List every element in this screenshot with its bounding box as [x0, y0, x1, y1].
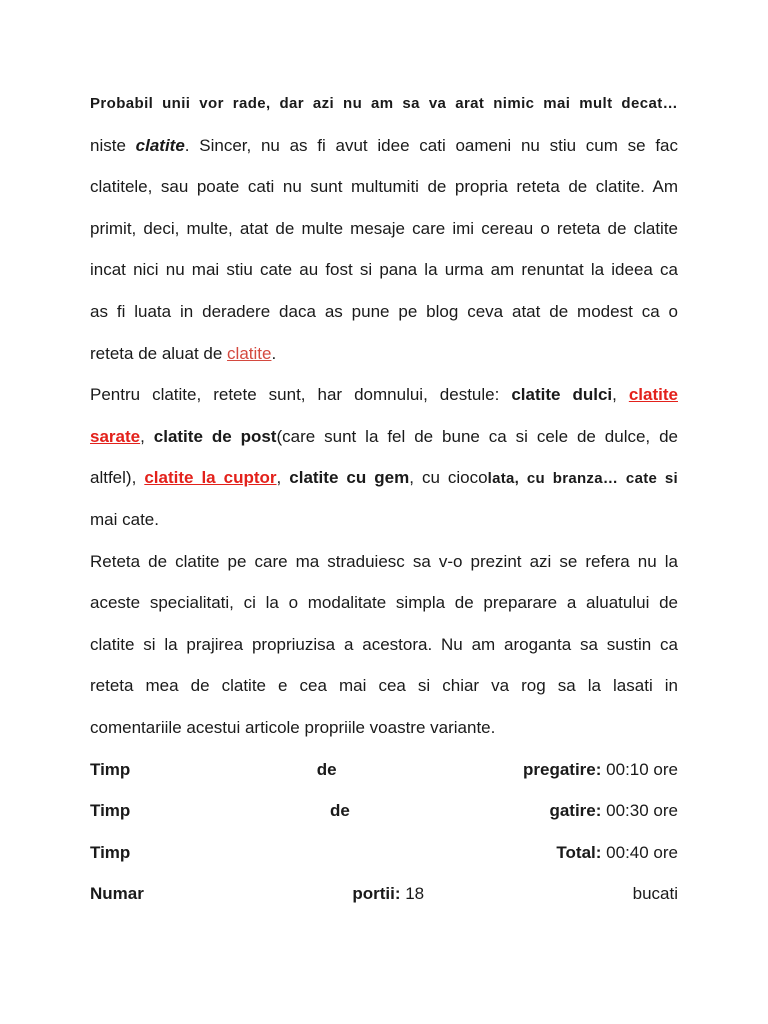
info-label-value: [352, 873, 424, 915]
info-word: Timp: [90, 842, 131, 862]
article-body: [90, 83, 678, 915]
text-segment: altfel),: [90, 468, 145, 488]
info-label: Total:: [556, 842, 602, 862]
info-label: portii:: [352, 884, 401, 904]
bold-term-clatite-dulci: clatite dulci: [511, 385, 613, 405]
info-label: gatire:: [549, 801, 602, 821]
paragraph-recipe-intro: [90, 541, 678, 749]
info-row-servings: [90, 873, 678, 915]
info-label: pregatire:: [523, 759, 602, 779]
text-segment: clatitele, sau poate cati nu sunt multumiti de propria reteta de clatite. Am: [90, 177, 678, 197]
paragraph-intro: [90, 83, 678, 374]
text-line: [90, 499, 678, 541]
emphasis-clatite: clatite: [135, 135, 185, 155]
link-clatite-sarate[interactable]: clatite: [628, 385, 678, 405]
text-line: [90, 707, 678, 749]
text-segment: niste: [90, 135, 136, 155]
text-line: [90, 582, 678, 624]
text-segment: , cu cioco: [409, 468, 488, 488]
link-clatite-sarate[interactable]: sarate: [90, 426, 141, 446]
text-line: [90, 291, 678, 333]
text-segment: comentariile acestui articole propriile voastre variante.: [90, 717, 496, 737]
text-line: [90, 333, 678, 375]
bold-phrase: lata, cu branza… cate si: [487, 470, 679, 488]
paragraph-recipe-types: [90, 374, 678, 540]
text-segment: primit, deci, multe, atat de multe mesaje care imi cereau o reteta de clatite: [90, 218, 678, 238]
text-segment: Reteta de clatite pe care ma straduiesc sa v-o prezint azi se refera nu la: [90, 551, 678, 571]
info-row-total-time: [90, 832, 678, 874]
text-segment: reteta mea de clatite e cea mai cea si chiar va rog sa la lasati in: [90, 676, 678, 696]
info-label-value: [523, 749, 678, 791]
text-segment: ,: [276, 468, 290, 488]
text-segment: aceste specialitati, ci la o modalitate simpla de preparare a aluatului de: [90, 593, 678, 613]
info-value: 00:30 ore: [606, 801, 678, 821]
text-segment: ,: [140, 426, 154, 446]
text-line: [90, 374, 678, 416]
text-segment: as fi luata in deradere daca as pune pe blog ceva atat de modest ca o: [90, 301, 678, 321]
text-segment: .: [271, 343, 277, 363]
link-clatite-la-cuptor[interactable]: clatite la cuptor: [144, 468, 277, 488]
lead-sentence: [90, 83, 678, 125]
info-label-value: [549, 790, 678, 832]
text-segment: reteta de aluat de: [90, 343, 228, 363]
text-segment: clatite si la prajirea propriuzisa a acestora. Nu am aroganta sa sustin ca: [90, 634, 678, 654]
info-row-cook-time: [90, 790, 678, 832]
info-value: 00:40 ore: [606, 842, 678, 862]
text-segment: incat nici nu mai stiu cate au fost si pana la urma am renuntat la ideea ca: [90, 260, 678, 280]
info-value: 00:10 ore: [606, 759, 678, 779]
text-line: [90, 416, 678, 458]
text-line: [90, 166, 678, 208]
text-line: [90, 125, 678, 167]
text-segment: (care sunt la fel de bune ca si cele de dulce, de: [276, 426, 678, 446]
link-clatite[interactable]: clatite: [227, 343, 272, 363]
info-label-value: [556, 832, 678, 874]
text-line: [90, 249, 678, 291]
bold-term-clatite-cu-gem: clatite cu gem: [289, 468, 410, 488]
text-segment: mai cate.: [90, 509, 159, 529]
text-segment: . Sincer, nu as fi avut idee cati oameni nu stiu cum se fac: [184, 135, 678, 155]
info-word: Numar: [90, 884, 144, 904]
info-value: 18: [405, 884, 425, 904]
text-line: [90, 208, 678, 250]
info-row-prep-time: [90, 749, 678, 791]
text-line: [90, 624, 678, 666]
info-word: de: [316, 759, 337, 779]
bold-term-clatite-de-post: clatite de post: [153, 426, 277, 446]
text-segment: Pentru clatite, retete sunt, har domnului, destule:: [90, 385, 512, 405]
text-line: [90, 665, 678, 707]
text-segment: ,: [612, 385, 629, 405]
info-word: Timp: [90, 759, 131, 779]
info-unit: bucati: [632, 884, 678, 904]
info-word: Timp: [90, 801, 131, 821]
text-segment: Probabil unii vor rade, dar azi nu am sa va arat nimic mai mult decat…: [90, 95, 678, 112]
info-word: de: [329, 801, 350, 821]
text-line: [90, 457, 678, 499]
text-line: [90, 541, 678, 583]
recipe-info: [90, 749, 678, 915]
